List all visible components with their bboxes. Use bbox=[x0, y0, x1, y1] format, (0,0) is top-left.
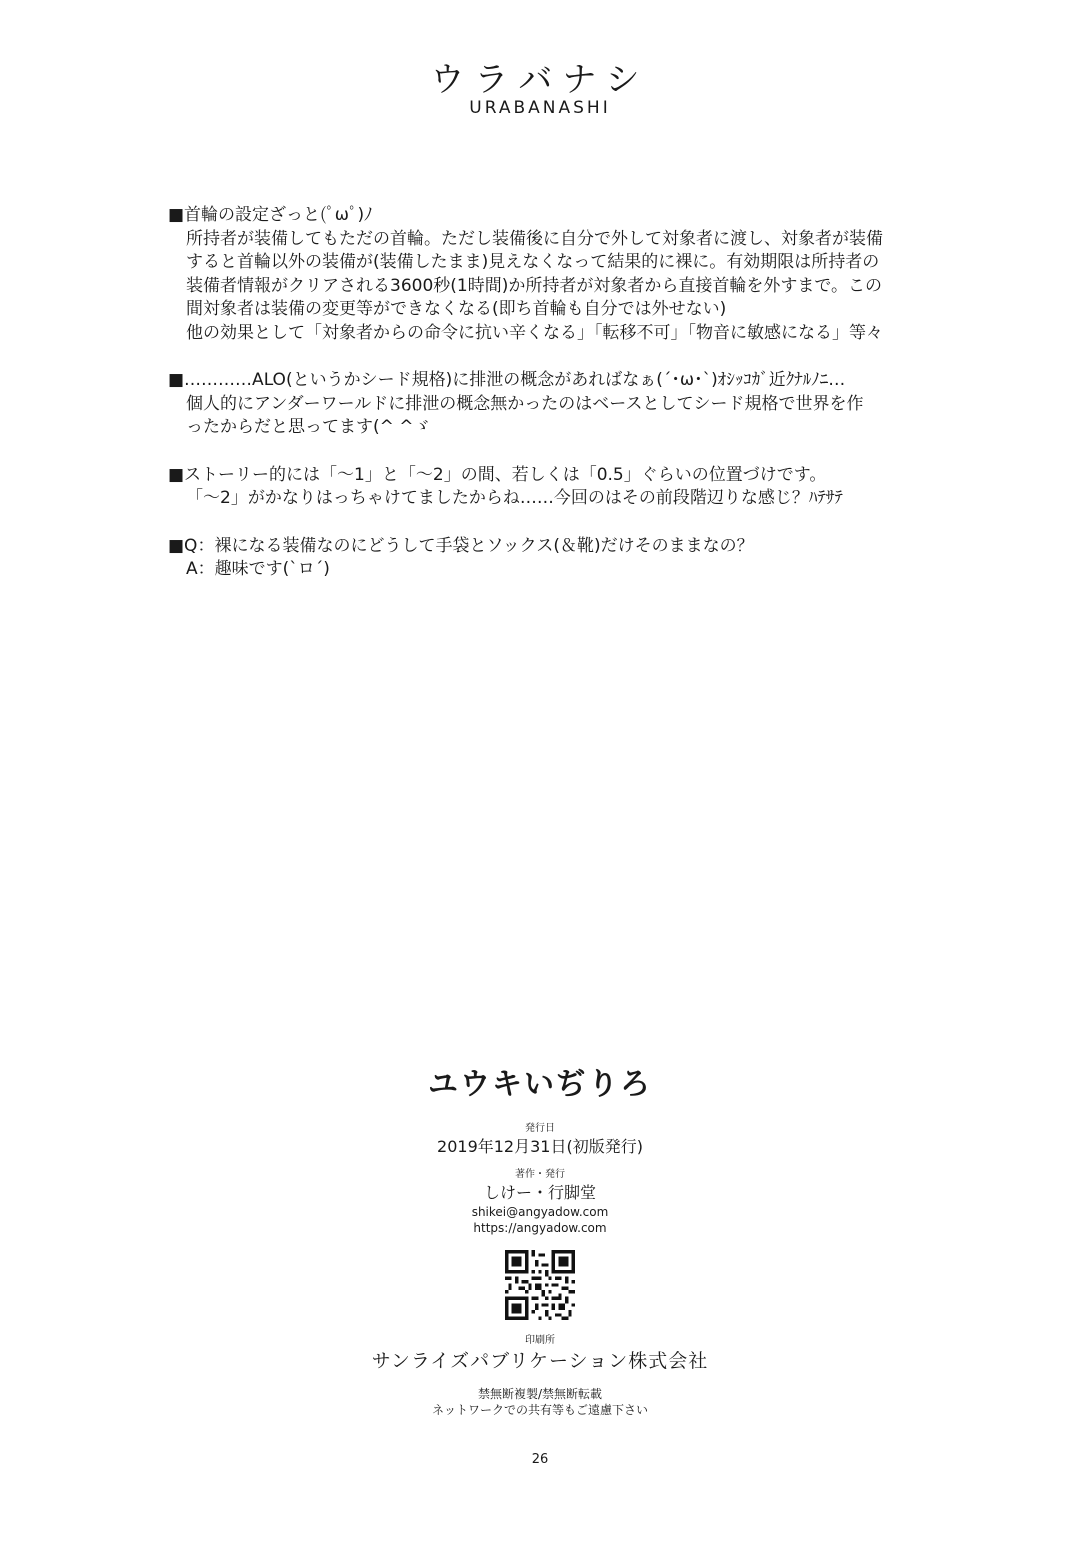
page-header bbox=[0, 60, 1080, 118]
note-line: 所持者が装備してもただの首輪。ただし装備後に自分で外して対象者に渡し、対象者が装備 bbox=[186, 228, 883, 249]
notes bbox=[168, 204, 928, 606]
colophon bbox=[0, 1066, 1080, 1418]
legal-notice: 禁無断複製/禁無断転載 bbox=[477, 1387, 603, 1401]
note-body bbox=[168, 228, 928, 346]
note-body bbox=[168, 487, 928, 511]
note-line: 装備者情報がクリアされる3600秒(1時間)か所持者が対象者から直接首輪を外すまで。この bbox=[186, 275, 883, 296]
note-section bbox=[168, 204, 928, 345]
note-section bbox=[168, 535, 928, 582]
note-heading: ■首輪の設定ざっと(ﾟωﾟ)ﾉ bbox=[168, 205, 373, 225]
author-name: しけー・行脚堂 bbox=[483, 1183, 596, 1202]
note-line: 他の効果として「対象者からの命令に抗い辛くなる」「転移不可」「物音に敏感になる」等々 bbox=[186, 322, 883, 343]
legal-notice-2: ネットワークでの共有等もご遠慮下さい bbox=[431, 1403, 648, 1417]
note-heading: ■ストーリー的には「～1」と「～2」の間、若しくは「0.5」ぐらいの位置づけです。 bbox=[168, 464, 827, 485]
note-heading: ■…………ALO(というかシード規格)に排泄の概念があればなぁ(´･ω･`)ｵｼｯｺｶﾞ近ｸﾅﾙﾉﾆ… bbox=[168, 370, 846, 390]
book-title: ユウキいぢりろ bbox=[428, 1067, 652, 1102]
note-line: 間対象者は装備の変更等ができなくなる(即ち首輪も自分では外せない) bbox=[186, 299, 727, 319]
note-line: A：趣味です(`ロ´) bbox=[186, 559, 330, 579]
issue-date: 2019年12月31日(初版発行) bbox=[437, 1137, 643, 1156]
author-url[interactable]: https://angyadow.com bbox=[473, 1221, 607, 1235]
printer-label: 印刷所 bbox=[525, 1335, 555, 1346]
header-title-kana: ウラバナシ bbox=[430, 60, 650, 100]
issue-label: 発行日 bbox=[525, 1123, 555, 1134]
note-line: すると首輪以外の装備が(装備したまま)見えなくなって結果的に裸に。有効期限は所持者の bbox=[186, 252, 880, 272]
note-line: ったからだと思ってます(^ ^ゞ bbox=[186, 417, 431, 437]
note-section bbox=[168, 464, 928, 511]
qr-code-icon bbox=[505, 1250, 575, 1320]
note-heading: ■Q：裸になる装備なのにどうして手袋とソックス(＆靴)だけそのままなの？ bbox=[168, 535, 754, 556]
note-body bbox=[168, 558, 928, 582]
page-number: 26 bbox=[531, 1452, 549, 1467]
note-section bbox=[168, 369, 928, 440]
note-body bbox=[168, 393, 928, 440]
printer-name: サンライズパブリケーション株式会社 bbox=[371, 1350, 709, 1372]
author-email[interactable]: shikei@angyadow.com bbox=[471, 1205, 609, 1219]
note-line: 「～2」がかなりはっちゃけてましたからね……今回のはその前段階辺りな感じ？ﾊﾃｻﾃ bbox=[186, 488, 843, 508]
author-label: 著作・発行 bbox=[515, 1169, 565, 1180]
note-line: 個人的にアンダーワールドに排泄の概念無かったのはベースとしてシード規格で世界を作 bbox=[186, 393, 864, 414]
header-title-latin: URABANASHI bbox=[469, 98, 611, 118]
